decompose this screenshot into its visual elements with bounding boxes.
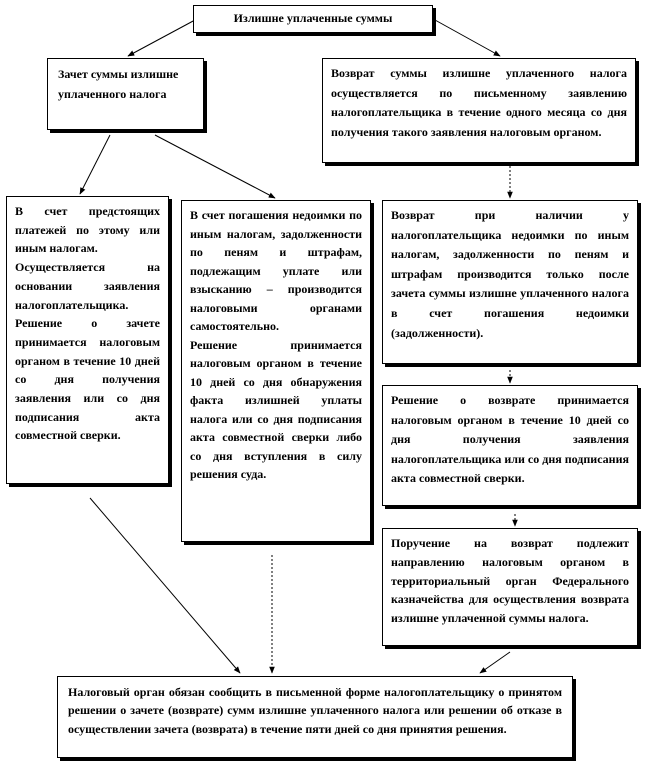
refund-order-text: Поручение на возврат подлежит направлению налоговым органом в территориальный орган Федерального казначейства для осуществления возврата излишне уплаченной суммы налога. [391,536,629,626]
offset-box [47,58,204,130]
refund-order-box [382,528,638,646]
offset-future-box [6,196,169,484]
notice-box [57,676,573,758]
title-text: Излишне уплаченные суммы [233,11,393,25]
refund-arrears-text: Возврат при наличии у налогоплательщика недоимки по иным налогам, задолженности по пеням и штрафам производится только после зачета суммы излишне уплаченного налога в счет погашения недоимки (задолженности). [391,208,629,340]
refund-decision-box [382,385,638,506]
title-box [193,5,433,33]
offset-arrears-line-1: В счет погашения недоимки по иным налогам, задолженности по пеням и штрафам, подлежащим уплате или взысканию – производится налоговыми органами самостоятельно. [190,208,362,333]
offset-arrears-line-2: Решение принимается налоговым органом в течение 10 дней со дня обнаружения факта излишней уплаты налога или со дня подписания акта совместной сверки либо со дня вступления в силу решения суда. [190,337,362,481]
arrow-title-to-refund [435,20,500,56]
refund-main-text: Возврат суммы излишне уплаченного налога осуществляется по письменному заявлению налогоплательщика в течение одного месяца со дня получения такого заявления налоговым органом. [331,66,627,139]
arrow-offset-to-arrears [155,135,275,198]
arrow-title-to-offset [128,20,195,56]
refund-decision-text: Решение о возврате принимается налоговым органом в течение 10 дней со дня получения заявления налогоплательщика или со дня подписания акта совместной сверки. [391,393,629,486]
offset-future-line-1: В счет предстоящих платежей по этому или иным налогам. [15,204,160,256]
refund-box [322,58,636,163]
notice-text: Налоговый орган обязан сообщить в письменной форме налогоплательщику о принятом решении о зачете (возврате) сумм излишне уплаченного налога или решении об отказе в осуществлении зачета (возврата) в течение пяти дней со дня принятия решения. [68,685,562,736]
offset-future-line-2: Осуществляется на основании заявления налогоплательщика. [15,260,160,312]
refund-arrears-box [382,200,638,364]
offset-future-line-3: Решение о зачете принимается налоговым органом в течение 10 дней со дня получения заявления или со дня подписания акта совместной сверки. [15,316,160,443]
offset-arrears-box [181,200,371,542]
offset-label: Зачет суммы излишне уплаченного налога [58,67,179,101]
arrow-order-to-notice [480,652,510,673]
arrow-offset-to-future [80,135,110,194]
